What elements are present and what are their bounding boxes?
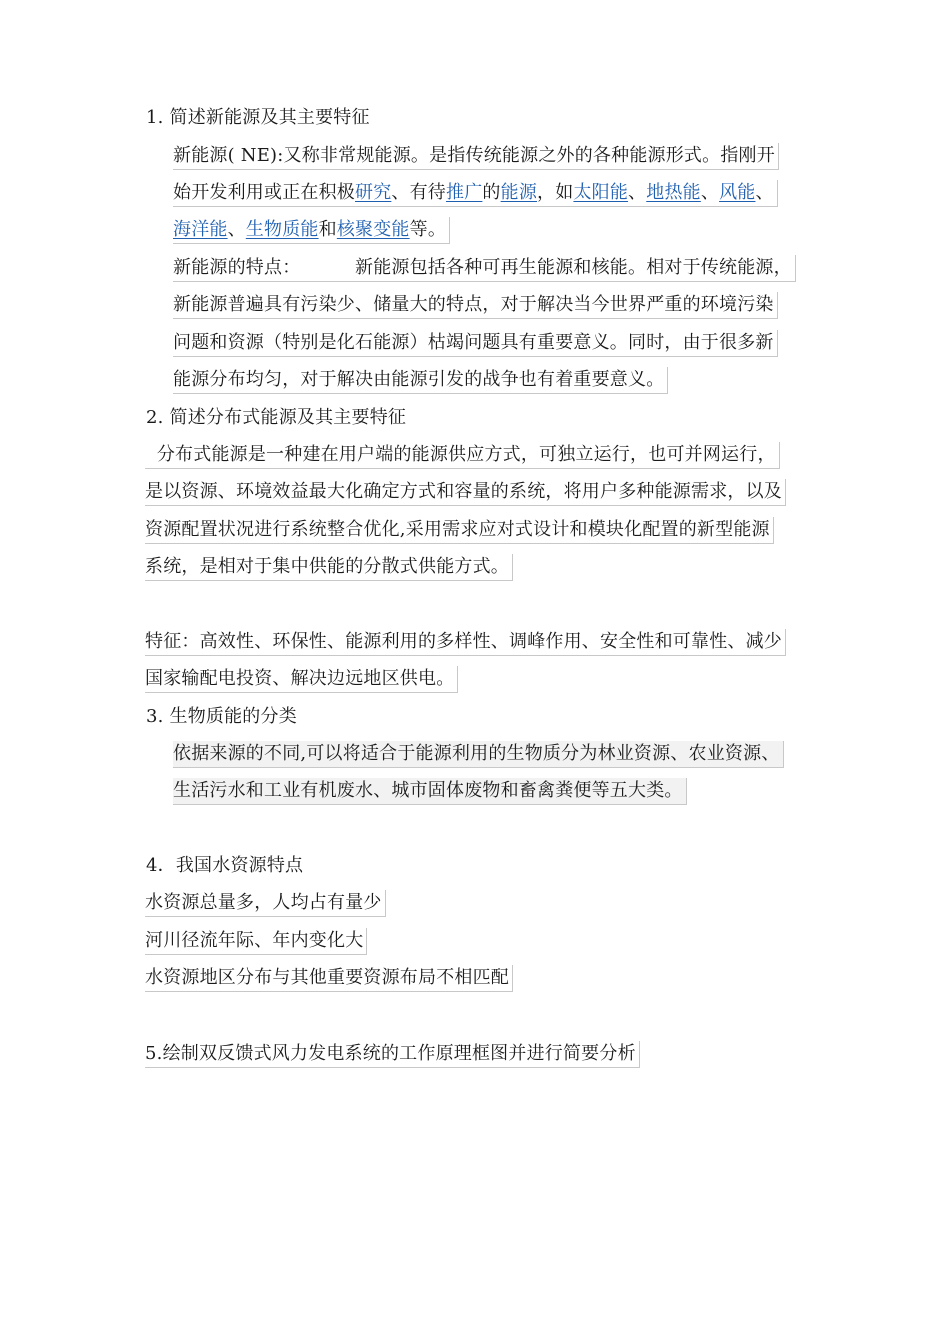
text-span: 、 bbox=[755, 182, 774, 203]
q2-body-line-2: 是以资源、环境效益最大化确定方式和容量的系统，将用户多种能源需求，以及 bbox=[145, 479, 786, 506]
q2-heading: 2. 简述分布式能源及其主要特征 bbox=[146, 407, 407, 428]
link-fusion[interactable]: 核聚变能 bbox=[336, 219, 410, 240]
q1-heading: 1. 简述新能源及其主要特征 bbox=[146, 107, 370, 128]
q2-body-line-3: 资源配置状况进行系统整合优化,采用需求应对式设计和模块化配置的新型能源 bbox=[145, 517, 774, 544]
link-ocean[interactable]: 海洋能 bbox=[173, 219, 228, 240]
text-span: 和 bbox=[318, 219, 337, 240]
q1-definition-line-2 bbox=[173, 180, 778, 207]
q4-item-2: 河川径流年际、年内变化大 bbox=[145, 928, 367, 955]
q1-definition-line-1: 新能源( NE):又称非常规能源。是指传统能源之外的各种能源形式。指刚开 bbox=[173, 143, 779, 170]
q2-features-line-1: 特征：高效性、环保性、能源利用的多样性、调峰作用、安全性和可靠性、减少 bbox=[145, 629, 786, 656]
text-span: 、有待 bbox=[391, 182, 447, 203]
text-span: 、 bbox=[628, 182, 647, 203]
q3-body-line-2: 生活污水和工业有机废水、城市固体废物和畜禽粪便等五大类。 bbox=[173, 778, 687, 805]
q1-features-line-2: 新能源普遍具有污染少、储量大的特点，对于解决当今世界严重的环境污染 bbox=[173, 292, 778, 319]
q3-heading: 3. 生物质能的分类 bbox=[146, 706, 297, 727]
text-span: 、 bbox=[700, 182, 720, 203]
q1-features-line-4: 能源分布均匀，对于解决由能源引发的战争也有着重要意义。 bbox=[173, 367, 668, 394]
link-energy[interactable]: 能源 bbox=[500, 182, 538, 203]
text-span: 的 bbox=[482, 182, 501, 203]
text-span: ，如 bbox=[537, 182, 574, 203]
q2-body-line-4: 系统，是相对于集中供能的分散式供能方式。 bbox=[145, 554, 513, 581]
link-solar[interactable]: 太阳能 bbox=[573, 182, 629, 203]
q3-body-line-1: 依据来源的不同,可以将适合于能源利用的生物质分为林业资源、农业资源、 bbox=[173, 741, 784, 768]
q1-definition-line-3 bbox=[173, 217, 450, 244]
features-text: 新能源包括各种可再生能源和核能。相对于传统能源， bbox=[355, 257, 792, 278]
q2-body-line-1: 分布式能源是一种建在用户端的能源供应方式，可独立运行，也可并网运行， bbox=[145, 442, 780, 469]
text-span: 、 bbox=[227, 219, 246, 240]
link-wind[interactable]: 风能 bbox=[719, 182, 756, 203]
link-promote[interactable]: 推广 bbox=[446, 182, 483, 203]
q1-features-line-3: 问题和资源（特别是化石能源）枯竭问题具有重要意义。同时，由于很多新 bbox=[173, 330, 778, 357]
link-biomass[interactable]: 生物质能 bbox=[245, 219, 319, 240]
text-span: 始开发利用或正在积极 bbox=[173, 182, 355, 203]
q4-item-3: 水资源地区分布与其他重要资源布局不相匹配 bbox=[145, 965, 513, 992]
features-label: 新能源的特点： bbox=[173, 257, 301, 278]
q4-item-1: 水资源总量多，人均占有量少 bbox=[145, 890, 386, 917]
q2-features-line-2: 国家输配电投资、解决边远地区供电。 bbox=[145, 666, 458, 693]
q1-features-line-1 bbox=[173, 255, 796, 282]
q5-heading: 5.绘制双反馈式风力发电系统的工作原理框图并进行简要分析 bbox=[145, 1041, 640, 1068]
q4-heading: 4．我国水资源特点 bbox=[146, 855, 304, 876]
link-geothermal[interactable]: 地热能 bbox=[646, 182, 701, 203]
link-research[interactable]: 研究 bbox=[355, 182, 392, 203]
text-span: 等。 bbox=[409, 219, 447, 240]
